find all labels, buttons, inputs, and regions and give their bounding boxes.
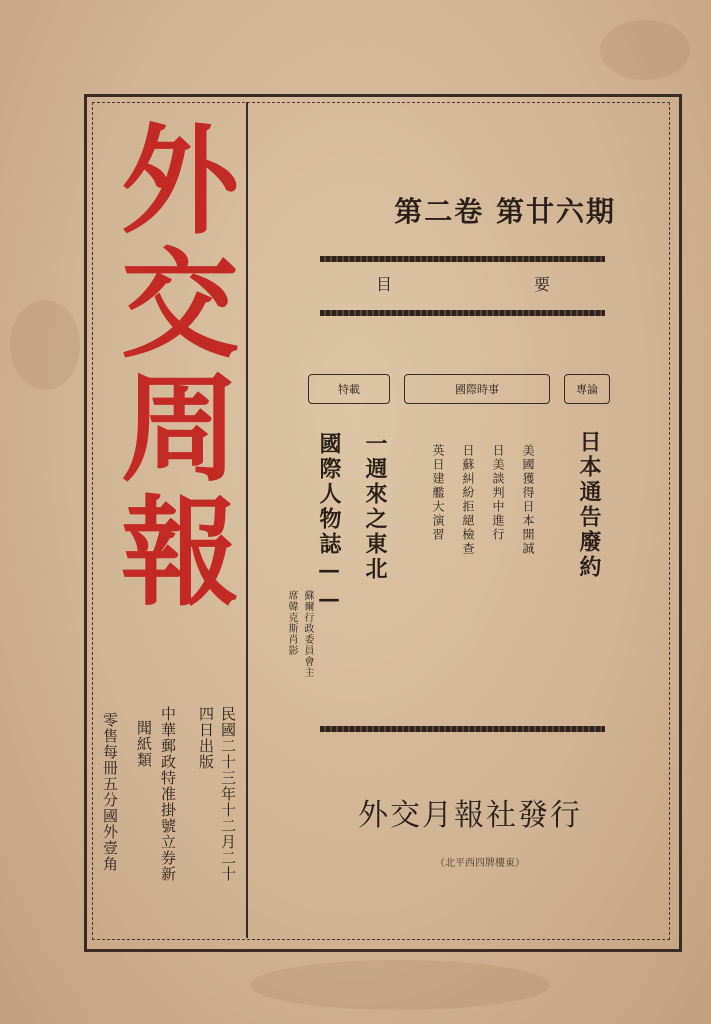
toc-heading-left: 目: [376, 275, 393, 294]
section-label-international: 國際時事: [404, 374, 550, 404]
publisher-note: （北平西四牌樓東）: [435, 858, 525, 869]
toc-top-bar: [320, 256, 605, 262]
paper-stain: [250, 960, 550, 1010]
toc-item: 美國獲得日本開誠: [521, 444, 535, 556]
toc-item: 席韓克斯肖影: [286, 590, 297, 656]
issue-label: 第二卷 第廿六期: [394, 195, 616, 228]
publisher-name: 外交月報社發行: [358, 798, 582, 833]
toc-heading-right: 要: [534, 275, 551, 294]
imprint-postal-2: 聞紙類: [135, 720, 153, 768]
toc-item: 國際人物誌——: [316, 432, 342, 615]
paper-stain: [10, 300, 80, 390]
toc-item: 英日建艦大演習: [431, 444, 445, 542]
toc-item: 蘇爾行政委員會主: [302, 590, 313, 678]
toc-item: 日蘇糾紛拒絕檢查: [461, 444, 475, 556]
section-label-editorial: 專論: [564, 374, 610, 404]
toc-item: 日本通告廢約: [576, 430, 602, 580]
toc-heading: [320, 272, 605, 296]
toc-end-bar: [320, 726, 605, 732]
imprint-price: 零售每冊五分國外壹角: [101, 712, 119, 872]
imprint-date-2: 四日出版: [197, 706, 215, 770]
toc-item: 日美談判中進行: [491, 444, 505, 542]
imprint-date: 民國二十三年十二月二十: [219, 706, 237, 882]
column-divider: [246, 102, 248, 938]
paper-stain: [600, 20, 690, 80]
imprint-postal: 中華郵政特准掛號立券新: [159, 706, 177, 882]
toc-bottom-bar: [320, 310, 605, 316]
toc-item: 一週來之東北: [362, 432, 388, 582]
section-label-features: 特載: [308, 374, 390, 404]
masthead-title: 外交周報: [101, 118, 240, 614]
